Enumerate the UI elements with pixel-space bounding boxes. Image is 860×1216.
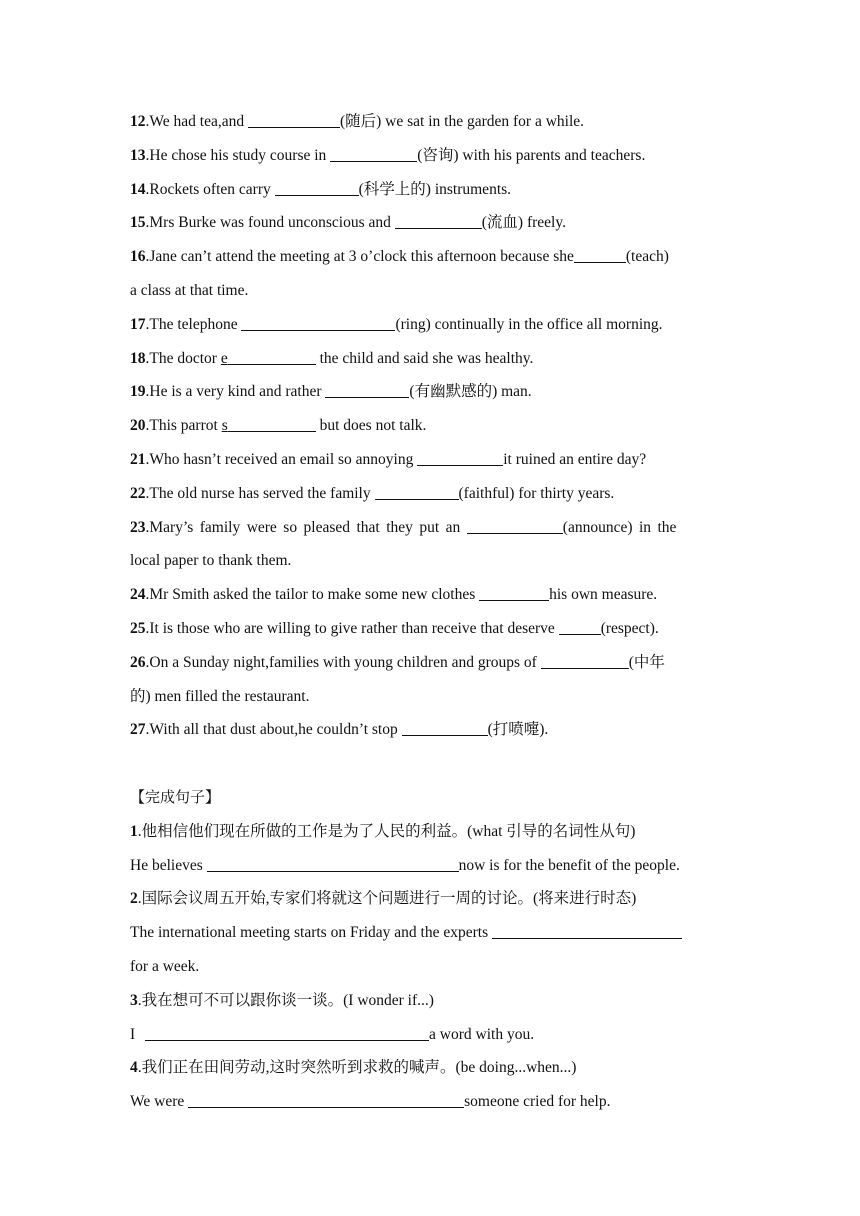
item-number: 1	[130, 822, 138, 840]
item-number: 27	[130, 721, 146, 739]
sentence-2-continued	[130, 950, 732, 984]
item-number: 2	[130, 890, 138, 908]
answer-blank[interactable]	[275, 178, 359, 196]
sentence-lead: We were	[130, 1093, 185, 1111]
item-number: 19	[130, 383, 146, 401]
sentence-lead: He believes	[130, 856, 203, 874]
answer-blank[interactable]	[492, 921, 682, 939]
section-title: 【完成句子】	[130, 787, 221, 806]
item-hint: (respect).	[600, 619, 659, 637]
item-hint: (咨询) with his parents and teachers.	[417, 146, 646, 164]
sentence-3-prompt	[130, 984, 732, 1018]
item-prompt: .我们正在田间劳动,这时突然听到求救的喊声。(be doing...when...)	[137, 1059, 577, 1077]
exercise-21	[130, 443, 732, 477]
item-prompt: .他相信他们现在所做的工作是为了人民的利益。(what 引导的名词性从句)	[137, 822, 636, 840]
sentence-tail: for a week.	[130, 957, 200, 975]
item-number: 4	[130, 1059, 138, 1077]
item-prompt: .国际会议周五开始,专家们将就这个问题进行一周的讨论。(将来进行时态)	[137, 890, 637, 908]
item-text: .The old nurse has served the family	[145, 484, 371, 502]
answer-blank[interactable]	[417, 448, 503, 466]
exercise-22	[130, 477, 732, 511]
item-hint: (打喷嚏).	[487, 721, 549, 739]
item-text: .Who hasn’t received an email so annoying	[145, 450, 414, 468]
item-number: 20	[130, 417, 146, 435]
item-hint: (teach)	[625, 248, 669, 266]
answer-blank[interactable]	[228, 347, 316, 365]
sentence-2-answer	[130, 916, 732, 950]
item-hint: (流血) freely.	[481, 214, 566, 232]
exercise-12	[130, 105, 732, 139]
item-hint: his own measure.	[549, 586, 658, 604]
sentence-lead: I	[130, 1025, 136, 1043]
answer-blank[interactable]	[395, 211, 482, 229]
exercise-20	[130, 409, 732, 443]
item-number: 26	[130, 653, 146, 671]
answer-blank[interactable]	[145, 1023, 429, 1041]
answer-blank[interactable]	[188, 1090, 464, 1108]
item-hint: (announce) in the	[562, 518, 677, 536]
worksheet-page	[130, 105, 732, 1119]
item-hint: but does not talk.	[319, 417, 427, 435]
exercise-24	[130, 578, 732, 612]
item-number: 12	[130, 113, 146, 130]
exercise-14	[130, 173, 732, 207]
answer-blank[interactable]	[248, 110, 340, 128]
exercise-19	[130, 375, 732, 409]
sentence-2-prompt	[130, 882, 732, 916]
item-number: 13	[130, 146, 146, 164]
item-text: a class at that time.	[130, 281, 249, 299]
item-hint: (随后) we sat in the garden for a while.	[339, 113, 585, 130]
item-hint: (有幽默感的) man.	[409, 383, 532, 401]
answer-blank[interactable]	[559, 617, 601, 635]
sentence-4-answer	[130, 1085, 732, 1119]
exercise-16	[130, 240, 732, 274]
exercise-23-continued	[130, 544, 732, 578]
item-prompt: .我在想可不可以跟你谈一谈。(I wonder if...)	[137, 991, 434, 1009]
item-text: .This parrot	[145, 417, 222, 435]
answer-blank[interactable]	[479, 583, 549, 601]
exercise-27	[130, 713, 732, 747]
item-text: .Jane can’t attend the meeting at 3 o’clock this afternoon because she	[145, 248, 574, 266]
item-text: .The doctor	[145, 349, 221, 367]
item-number: 21	[130, 450, 146, 468]
item-hint: the child and said she was healthy.	[319, 349, 534, 367]
item-text: .On a Sunday night,families with young children and groups of	[145, 653, 537, 671]
sentence-1-prompt	[130, 815, 732, 849]
item-text: 的) men filled the restaurant.	[130, 687, 310, 705]
item-number: 25	[130, 619, 146, 637]
answer-blank[interactable]	[574, 245, 626, 263]
exercise-23	[130, 511, 732, 545]
item-number: 24	[130, 586, 146, 604]
sentence-tail: now is for the benefit of the people.	[458, 856, 680, 874]
exercise-26	[130, 646, 732, 680]
answer-blank[interactable]	[325, 380, 409, 398]
item-text: .It is those who are willing to give rather than receive that deserve	[145, 619, 555, 637]
item-number: 18	[130, 349, 146, 367]
answer-blank[interactable]	[541, 651, 629, 669]
answer-blank[interactable]	[228, 414, 316, 432]
first-letter-hint: e	[220, 349, 228, 367]
exercise-13	[130, 139, 732, 173]
answer-blank[interactable]	[402, 718, 488, 736]
exercise-16-continued	[130, 274, 732, 308]
answer-blank[interactable]	[330, 144, 417, 162]
item-hint: (科学上的) instruments.	[358, 180, 512, 198]
item-number: 15	[130, 214, 146, 232]
exercise-26-continued	[130, 680, 732, 714]
item-text: .Mrs Burke was found unconscious and	[145, 214, 391, 232]
item-hint: (faithful) for thirty years.	[458, 484, 615, 502]
item-hint: (中年	[628, 653, 665, 671]
item-number: 14	[130, 180, 146, 198]
exercise-18	[130, 342, 732, 376]
answer-blank[interactable]	[467, 516, 563, 534]
item-number: 22	[130, 484, 146, 502]
item-number: 3	[130, 991, 138, 1009]
answer-blank[interactable]	[241, 313, 395, 331]
item-text: .The telephone	[145, 315, 238, 333]
item-text: .With all that dust about,he couldn’t stop	[145, 721, 398, 739]
exercise-15	[130, 206, 732, 240]
exercise-17	[130, 308, 732, 342]
sentence-lead: The international meeting starts on Friday and the experts	[130, 924, 489, 942]
item-text: .Rockets often carry	[145, 180, 271, 198]
sentence-4-prompt	[130, 1051, 732, 1085]
item-text: .Mr Smith asked the tailor to make some new clothes	[145, 586, 476, 604]
sentence-tail: someone cried for help.	[464, 1093, 611, 1111]
answer-blank[interactable]	[375, 482, 459, 500]
item-number: 23	[130, 518, 146, 536]
sentence-tail: a word with you.	[429, 1025, 535, 1043]
answer-blank[interactable]	[207, 854, 459, 872]
item-text: local paper to thank them.	[130, 552, 292, 570]
item-text: .We had tea,and	[145, 113, 245, 130]
item-text: .He is a very kind and rather	[145, 383, 322, 401]
item-number: 17	[130, 315, 146, 333]
exercise-25	[130, 612, 732, 646]
item-hint: (ring) continually in the office all morning.	[395, 315, 663, 333]
sentence-1-answer	[130, 849, 732, 883]
item-number: 16	[130, 248, 146, 266]
item-text: .He chose his study course in	[145, 146, 327, 164]
item-text: .Mary’s family were so pleased that they put an	[145, 518, 461, 536]
first-letter-hint: s	[221, 417, 228, 435]
sentence-3-answer	[130, 1018, 732, 1052]
item-hint: it ruined an entire day?	[503, 450, 647, 468]
